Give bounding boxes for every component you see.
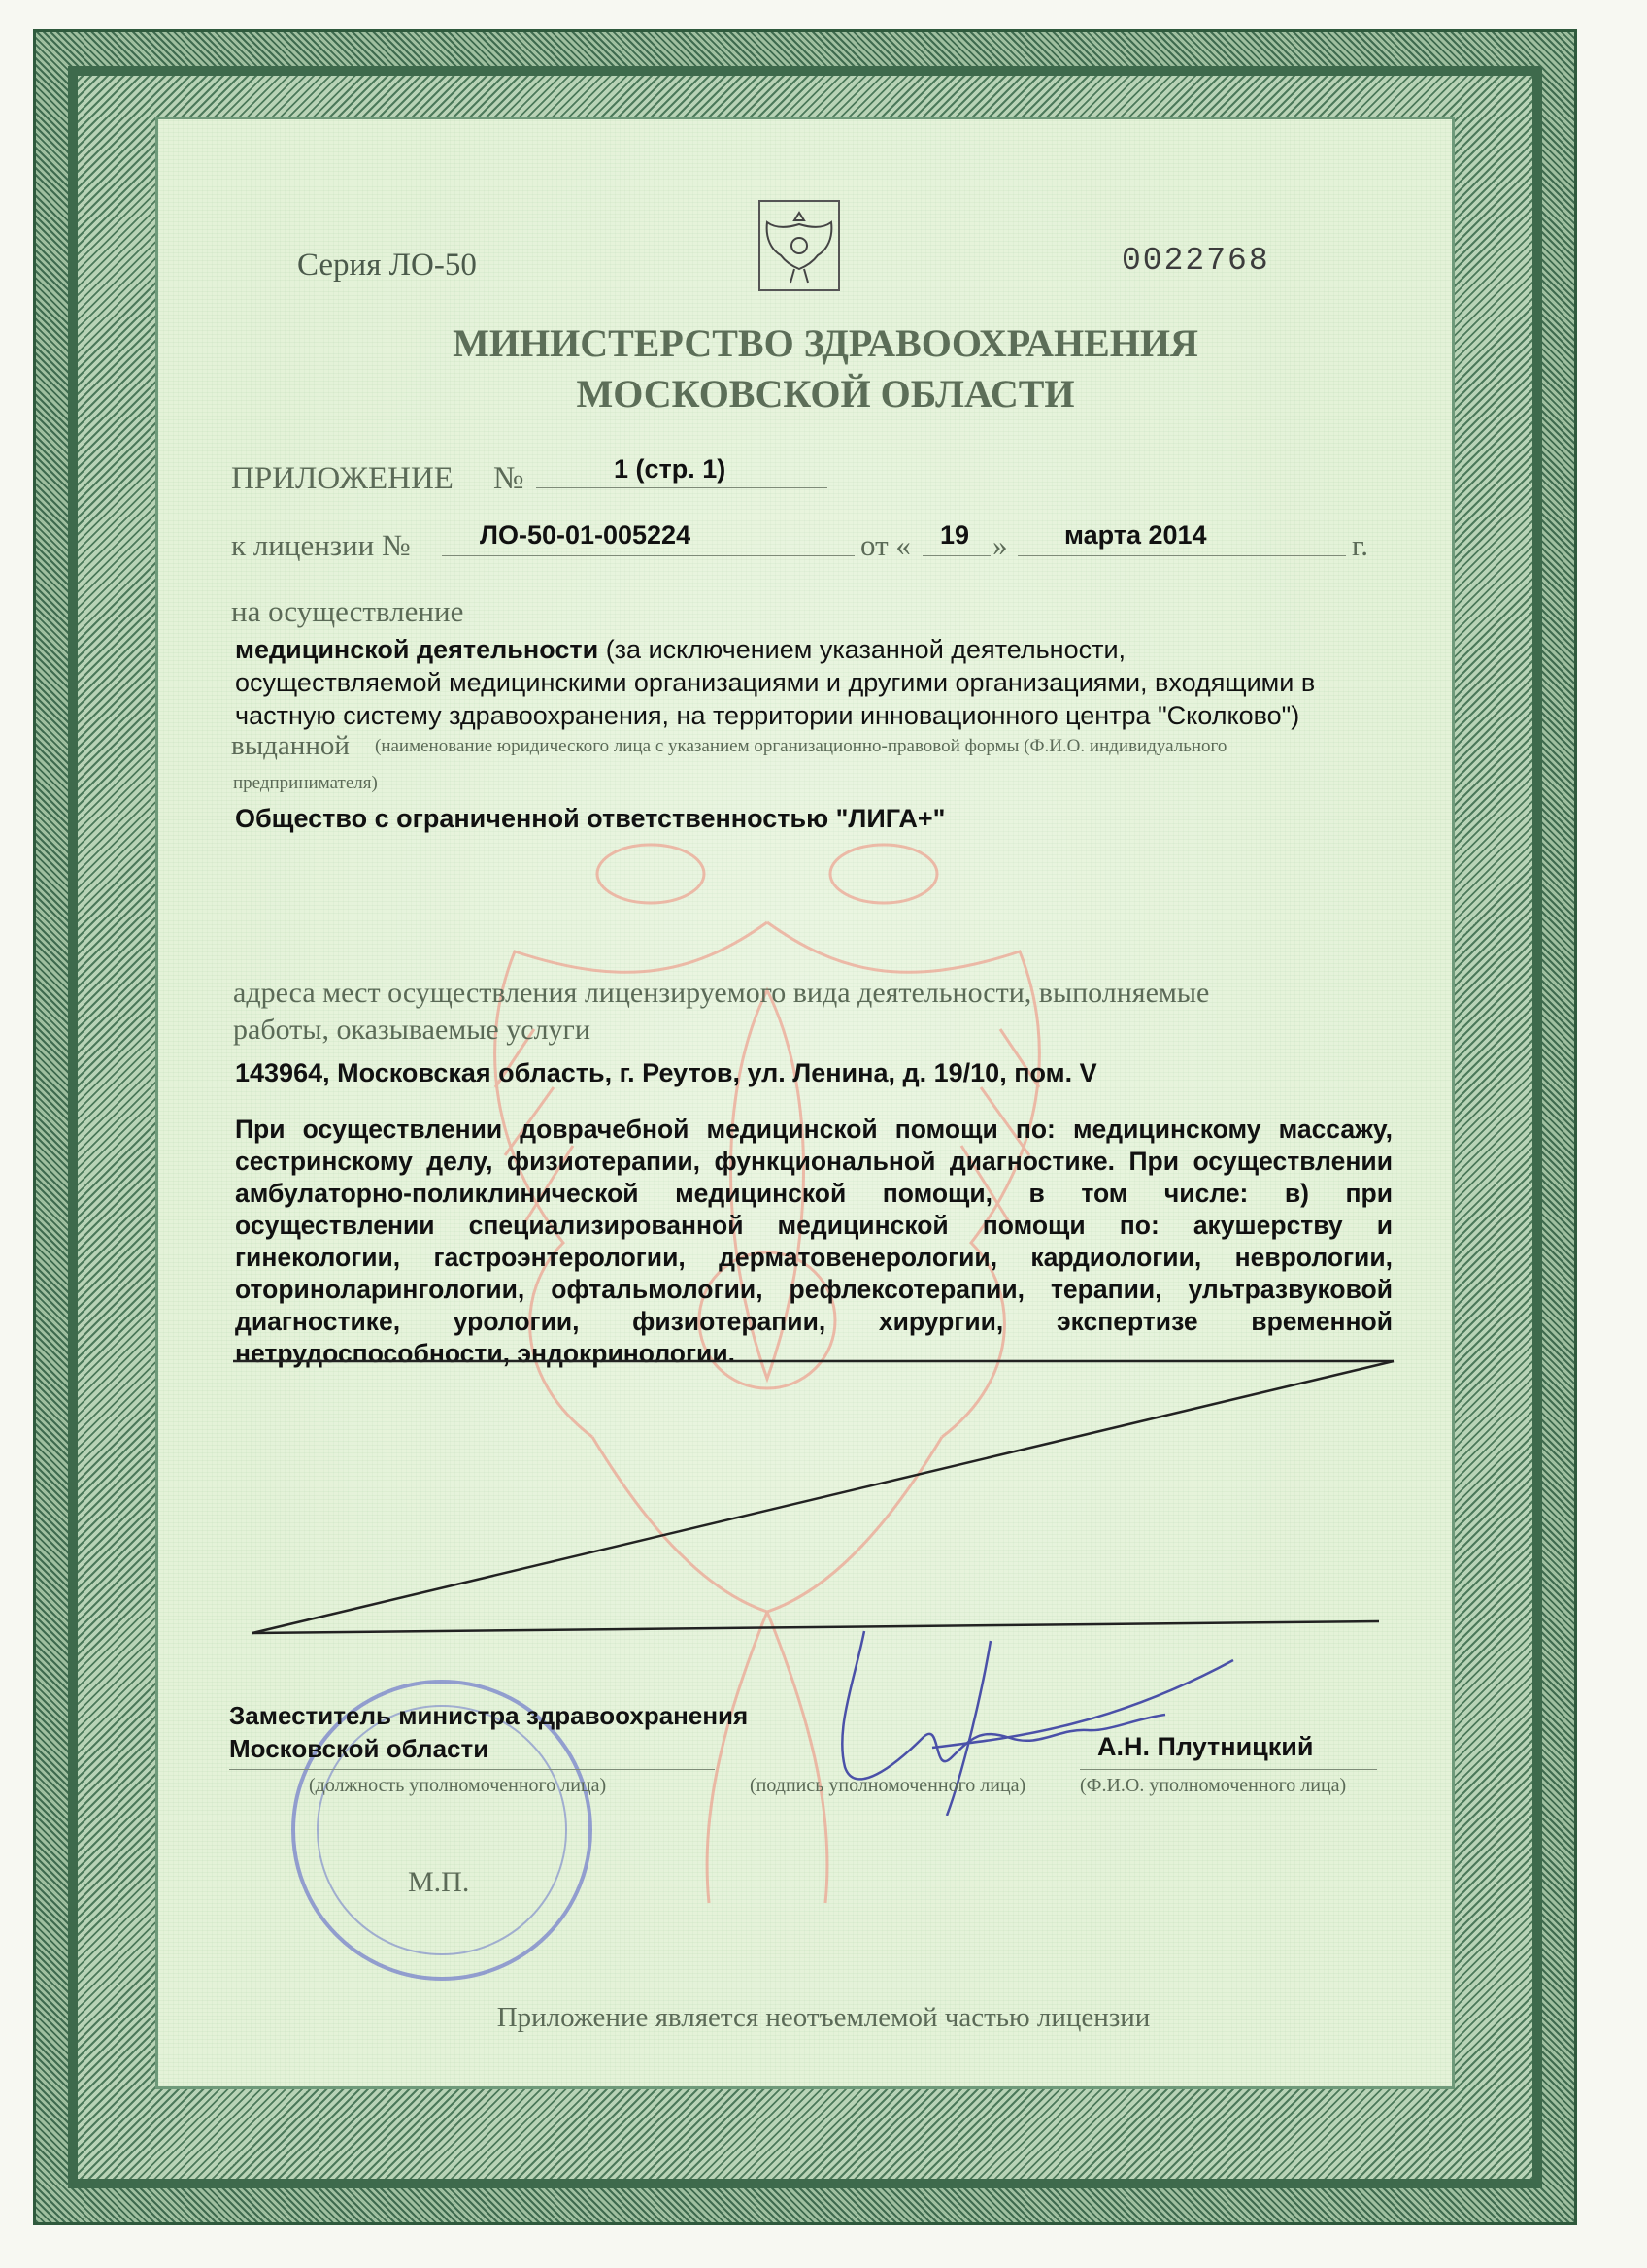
services-list: При осуществлении доврачебной медицинской помощи по: медицинскому массажу, сестринскому делу, физиотерапии, функциональной диагностике. При осуществлении амбулаторно-поликлинической медицинской помощи, в том числе: в) при осуществлении специализированной медицинской помощи по: акушерству и гинекологии, гастроэнтерологии, дерматовенерологии, кардиологии, неврологии, оториноларингологии, офтальмологии, рефлексотерапии, терапии, ультразвуковой диагностике, урологии, физиотерапии, хирургии, экспертизе временной нетрудоспособности, эндокринологии. — [235, 1115, 1393, 1368]
form-number: 0022768 — [1122, 243, 1270, 279]
addresses-label-line2: работы, оказываемые услуги — [233, 1014, 590, 1046]
addresses-label — [233, 975, 1398, 1049]
name-underline — [1080, 1769, 1377, 1770]
activity-line3: частную систему здравоохранения, на территории инновационного центра "Сколково") — [235, 701, 1300, 730]
activity-bold: медицинской деятельности — [235, 635, 599, 664]
ministry-title-line2: МОСКОВСКОЙ ОБЛАСТИ — [576, 372, 1075, 416]
stamp-place-label: М.П. — [408, 1866, 470, 1898]
strike-through-lines — [233, 1350, 1398, 1651]
activity-line1 — [235, 633, 1400, 666]
ministry-title-line1: МИНИСТЕРСТВО ЗДРАВООХРАНЕНИЯ — [453, 321, 1198, 365]
signatory-name: А.Н. Плутницкий — [1097, 1732, 1314, 1761]
issued-label: выданной — [231, 730, 350, 761]
addresses-label-line1: адреса мест осуществления лицензируемого вида деятельности, выполняемые — [233, 977, 1210, 1009]
series-label: Серия ЛО-50 — [297, 248, 477, 283]
signatory-position-line2: Московской области — [229, 1734, 489, 1763]
appendix-underline — [536, 487, 827, 488]
coat-of-arms-icon — [757, 199, 841, 292]
appendix-value: 1 (стр. 1) — [614, 454, 726, 484]
issued-note-line1: (наименование юридического лица с указанием организационно-правовой формы (Ф.И.О. индивидуального — [375, 736, 1227, 756]
license-quote-close: » — [992, 528, 1008, 562]
license-day-underline — [923, 555, 991, 556]
license-from-label: от « — [860, 528, 911, 562]
appendix-label: ПРИЛОЖЕНИЕ — [231, 461, 454, 496]
license-year-suffix: г. — [1352, 528, 1368, 562]
organization-name: Общество с ограниченной ответственностью "ЛИГА+" — [235, 804, 946, 833]
activity-line1-rest: (за исключением указанной деятельности, — [598, 635, 1126, 664]
license-date-underline — [1018, 555, 1346, 556]
issued-note-line2: предпринимателя) — [233, 773, 378, 793]
ministry-title — [350, 318, 1301, 419]
signatory-position — [229, 1699, 748, 1765]
appendix-number-sign: № — [493, 461, 524, 496]
activity-description — [235, 633, 1400, 732]
signatory-position-line1: Заместитель министра здравоохранения — [229, 1701, 749, 1730]
position-caption: (должность уполномоченного лица) — [309, 1775, 607, 1796]
license-number-underline — [442, 555, 855, 556]
signature-caption: (подпись уполномоченного лица) — [750, 1775, 1026, 1796]
activity-address: 143964, Московская область, г. Реутов, ул. Ленина, д. 19/10, пом. V — [235, 1058, 1097, 1087]
license-label: к лицензии № — [231, 528, 411, 562]
activity-label: на осуществление — [231, 594, 464, 628]
position-underline — [229, 1769, 715, 1770]
license-day: 19 — [940, 520, 970, 550]
license-number: ЛО-50-01-005224 — [480, 520, 691, 550]
name-caption: (Ф.И.О. уполномоченного лица) — [1080, 1775, 1347, 1796]
activity-line2: осуществляемой медицинскими организациями и другими организациями, входящими в — [235, 668, 1316, 697]
footer-note: Приложение является неотъемлемой частью лицензии — [496, 2002, 1151, 2033]
license-month-year: марта 2014 — [1064, 520, 1207, 550]
